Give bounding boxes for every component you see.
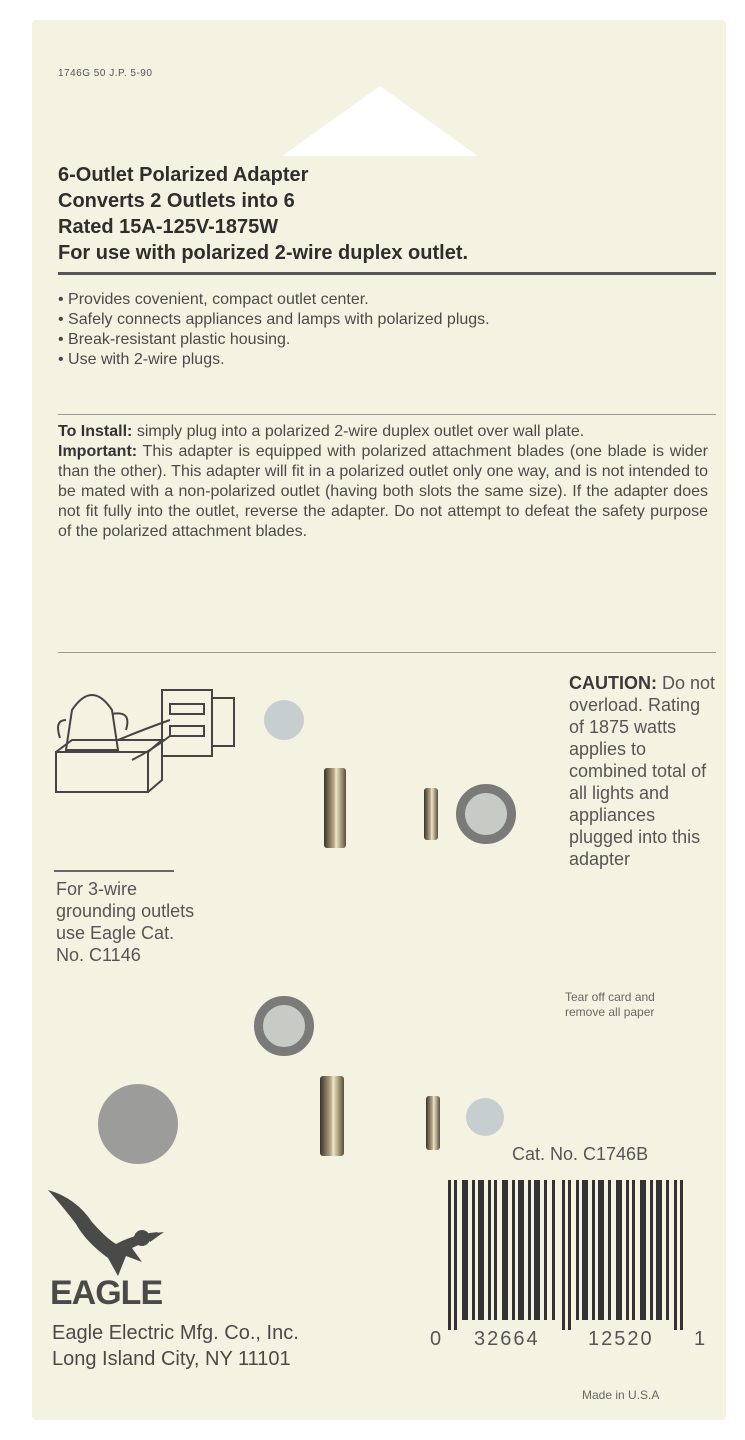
tear-note-line-2: remove all paper [565, 1005, 655, 1019]
barcode-lead-digit: 0 [430, 1328, 442, 1350]
caution-note [569, 672, 719, 870]
divider [54, 870, 174, 872]
feature-item: • Use with 2-wire plugs. [58, 351, 225, 368]
company-line-1: Eagle Electric Mfg. Co., Inc. [52, 1322, 299, 1344]
feature-list [58, 290, 698, 370]
hang-hole [282, 86, 478, 156]
barcode [428, 1180, 708, 1350]
divider [58, 414, 716, 415]
caution-label: CAUTION: [569, 673, 657, 693]
outlet-dot [264, 700, 304, 740]
product-card [32, 20, 726, 1420]
tear-note-line-1: Tear off card and [565, 990, 655, 1004]
outlet-dot [466, 1098, 504, 1136]
feature-item: • Safely connects appliances and lamps with polarized plugs. [58, 311, 490, 328]
outlet-ring [254, 996, 314, 1056]
divider [58, 652, 716, 653]
appliance-illustration [52, 680, 242, 800]
company-line-2: Long Island City, NY 11101 [52, 1348, 291, 1370]
brand-name: EAGLE [50, 1274, 163, 1312]
headline-line-3: Rated 15A-125V-1875W [58, 216, 279, 238]
install-label: To Install: [58, 423, 133, 440]
barcode-bars [428, 1180, 708, 1330]
tear-note [565, 990, 655, 1020]
print-code: 1746G 50 J.P. 5-90 [58, 68, 153, 79]
company-address [52, 1320, 299, 1372]
prong [320, 1076, 344, 1156]
headline-line-4: For use with polarized 2-wire duplex outlet. [58, 242, 469, 264]
barcode-check-digit: 1 [694, 1328, 706, 1350]
grounding-note: For 3-wire grounding outlets use Eagle Cat. No. C1146 [56, 879, 195, 965]
feature-item: • Break-resistant plastic housing. [58, 331, 291, 348]
eagle-logo [46, 1188, 176, 1278]
barcode-left-digits: 32664 [474, 1328, 540, 1350]
barcode-right-digits: 12520 [588, 1328, 654, 1350]
headline-line-1: 6-Outlet Polarized Adapter [58, 164, 309, 186]
outlet-ring [456, 784, 516, 844]
install-instructions [58, 422, 708, 542]
divider [58, 272, 716, 275]
prong [324, 768, 346, 848]
headline-line-2: Converts 2 Outlets into 6 [58, 190, 295, 212]
made-in: Made in U.S.A [582, 1388, 660, 1402]
feature-item: • Provides covenient, compact outlet center. [58, 291, 369, 308]
round-hole [98, 1084, 178, 1164]
install-text: simply plug into a polarized 2-wire duplex outlet over wall plate. [132, 423, 585, 440]
important-text: This adapter is equipped with polarized attachment blades (one blade is wider than the other). This adapter will fit in a polarized outlet only one way, and is not intended to be mated with a non-polarized outlet (having both slots the same size). If the adapter does not fit fully into the outlet, reverse the adapter. Do not attempt to defeat the safety purpose of the polarized attachment blades. [58, 443, 708, 540]
prong [424, 788, 438, 840]
headline [58, 162, 468, 266]
catalog-number: Cat. No. C1746B [512, 1144, 649, 1164]
caution-text: Do not overload. Rating of 1875 watts applies to combined total of all lights and appliances plugged into this adapter [569, 673, 716, 869]
important-label: Important: [58, 443, 138, 460]
prong [426, 1096, 440, 1150]
